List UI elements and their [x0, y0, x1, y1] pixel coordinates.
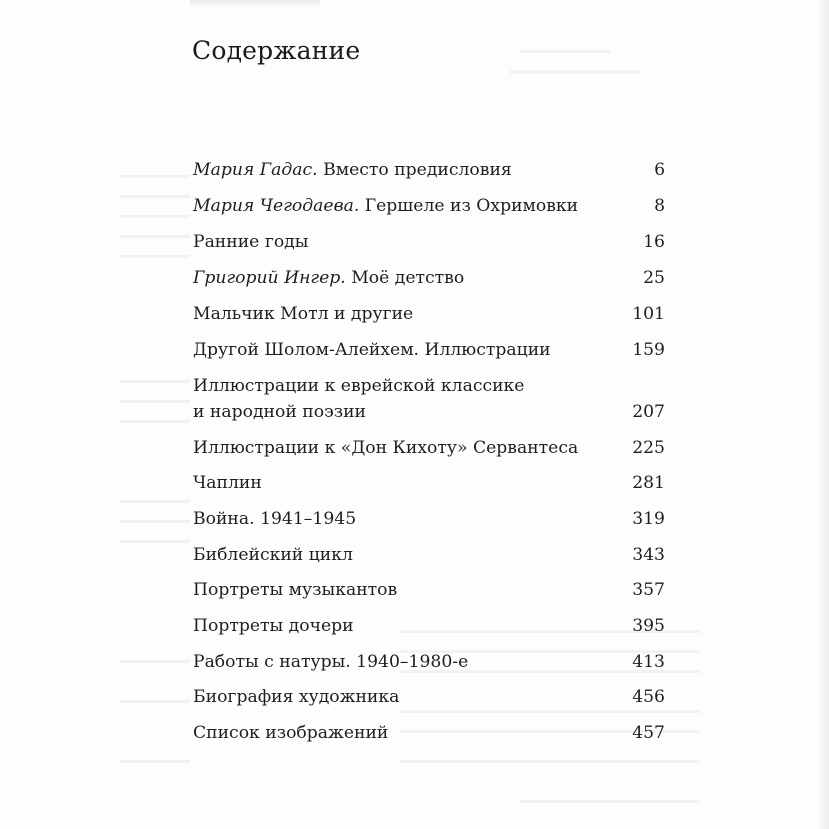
toc-entry-title: Вместо предисловия — [323, 160, 512, 180]
toc-entry-title: Моё детство — [351, 268, 465, 288]
toc-entry-page: 16 — [643, 232, 665, 252]
toc-entry-title-line1: Иллюстрации к еврейской классике — [193, 376, 525, 396]
toc-entry-title: Другой Шолом-Алейхем. Иллюстрации — [193, 340, 551, 360]
toc-entry-label — [193, 157, 512, 183]
toc-entry-title: Список изображений — [193, 723, 389, 743]
toc-entry-page: 343 — [632, 545, 665, 565]
toc-entry-page: 101 — [632, 304, 665, 324]
toc-entry[interactable] — [193, 373, 665, 425]
toc-entry-label — [193, 265, 464, 291]
toc-entry-author: Мария Чегодаева. — [193, 196, 360, 216]
toc-entry-page: 207 — [632, 402, 665, 422]
toc-entry-page: 6 — [654, 160, 665, 180]
toc-entry-page: 225 — [632, 438, 665, 458]
toc-entry-title: Мальчик Мотл и другие — [193, 304, 414, 324]
toc-entry-title-line2: и народной поэзии — [193, 402, 366, 422]
toc-entry-label — [193, 193, 578, 219]
page-title: Содержание — [192, 36, 361, 65]
toc-entry-title: Ранние годы — [193, 232, 309, 252]
toc-entry-page: 8 — [654, 196, 665, 216]
toc-entry-title: Портреты музыкантов — [193, 580, 398, 600]
toc-entry-page: 456 — [632, 687, 665, 707]
toc-entry-author: Мария Гадас. — [193, 160, 318, 180]
toc-entry-title: Чаплин — [193, 473, 262, 493]
toc-entry-page: 281 — [632, 473, 665, 493]
toc-entry-page: 25 — [643, 268, 665, 288]
toc-entry-page: 159 — [632, 340, 665, 360]
toc-entry-title: Библейский цикл — [193, 545, 353, 565]
table-of-contents — [193, 0, 673, 829]
toc-entry-page: 395 — [632, 616, 665, 636]
toc-entry-page: 319 — [632, 509, 665, 529]
toc-entry-title: Портреты дочери — [193, 616, 354, 636]
toc-entry-title: Биография художника — [193, 687, 400, 707]
toc-entry-title: Работы с натуры. 1940–1980-е — [193, 652, 469, 672]
toc-entry-page: 413 — [632, 652, 665, 672]
toc-entry-page: 457 — [632, 723, 665, 743]
toc-entry-author: Григорий Ингер. — [193, 268, 346, 288]
toc-entry-title: Война. 1941–1945 — [193, 509, 357, 529]
toc-entry-page: 357 — [632, 580, 665, 600]
toc-entry-title: Иллюстрации к «Дон Кихоту» Сервантеса — [193, 438, 579, 458]
page-edge-shadow — [817, 0, 829, 829]
toc-entry-title: Гершеле из Охримовки — [364, 196, 579, 216]
